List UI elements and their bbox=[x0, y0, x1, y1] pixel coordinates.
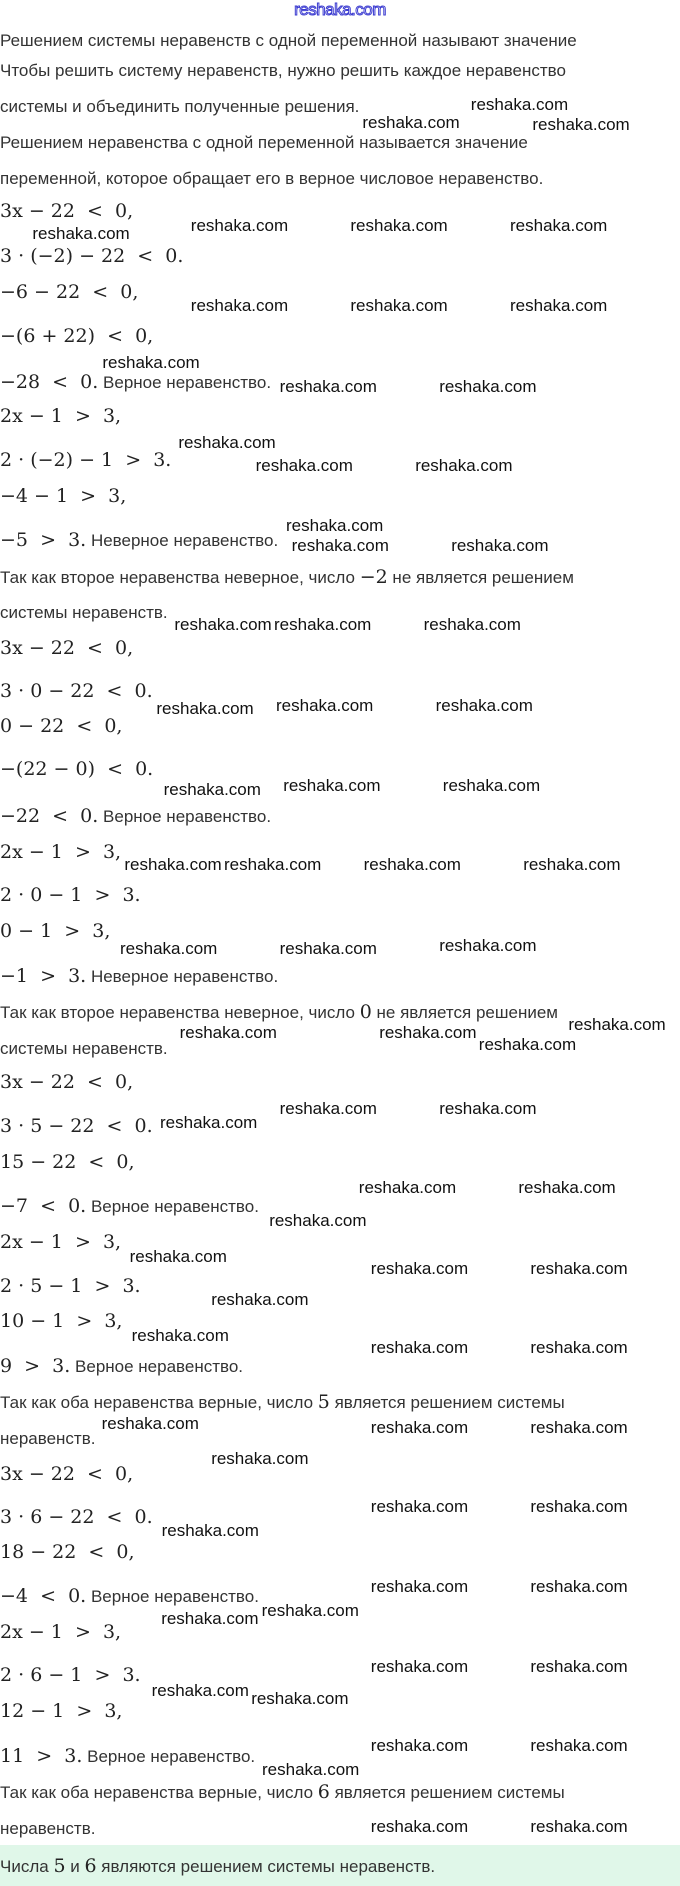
watermark: reshaka.com bbox=[101, 1413, 199, 1433]
text-segment: является решением системы bbox=[329, 1783, 565, 1802]
text-segment: системы и объединить полученные решения. bbox=[0, 97, 360, 116]
math-expression: 12 − 1 > 3, bbox=[0, 1700, 123, 1722]
math-line bbox=[0, 1540, 135, 1564]
math-line bbox=[0, 528, 278, 553]
watermark: reshaka.com bbox=[131, 1325, 229, 1345]
watermark: reshaka.com bbox=[211, 1449, 309, 1469]
watermark: reshaka.com bbox=[224, 855, 322, 875]
math-expression: −4 − 1 > 3, bbox=[0, 485, 127, 507]
watermark: reshaka.com bbox=[190, 296, 289, 316]
text-segment: Так как оба неравенства верные, число bbox=[0, 1393, 318, 1412]
watermark: reshaka.com bbox=[451, 536, 549, 556]
math-line bbox=[0, 679, 153, 703]
math-expression: 3 · 0 − 22 < 0. bbox=[0, 680, 153, 702]
watermark: reshaka.com bbox=[478, 1034, 577, 1054]
answer-box bbox=[0, 1845, 680, 1886]
text-line bbox=[0, 1390, 565, 1415]
watermark: reshaka.com bbox=[470, 95, 569, 114]
watermark: reshaka.com bbox=[442, 776, 541, 796]
text-line bbox=[0, 1780, 565, 1805]
watermark: reshaka.com bbox=[178, 433, 276, 452]
math-line bbox=[0, 883, 141, 907]
watermark: reshaka.com bbox=[279, 376, 377, 396]
text-segment: Решением системы неравенств с одной переменной называют значение bbox=[0, 31, 577, 50]
math-line bbox=[0, 448, 171, 472]
watermark: reshaka.com bbox=[160, 1113, 258, 1133]
watermark: reshaka.com bbox=[261, 1600, 359, 1620]
watermark: reshaka.com bbox=[179, 1022, 277, 1042]
text-segment: неравенств. bbox=[0, 1819, 96, 1838]
math-line bbox=[0, 280, 138, 304]
math-line bbox=[0, 1070, 133, 1094]
watermark: reshaka.com bbox=[283, 776, 381, 796]
text-segment: Решением неравенства с одной переменной называется значение bbox=[0, 133, 528, 152]
text-line bbox=[0, 1426, 95, 1451]
math-expression: 2x − 1 > 3, bbox=[0, 841, 122, 863]
watermark: reshaka.com bbox=[510, 215, 608, 235]
watermark: reshaka.com bbox=[286, 515, 384, 535]
math-line bbox=[0, 1505, 153, 1529]
text-line bbox=[0, 130, 528, 155]
math-expression: 0 − 22 < 0, bbox=[0, 715, 123, 737]
text-line bbox=[0, 1000, 558, 1025]
math-line bbox=[0, 1620, 121, 1644]
watermark: reshaka.com bbox=[276, 695, 374, 715]
text-segment: Верное неравенство. bbox=[82, 1747, 256, 1766]
math-expression: 10 − 1 > 3, bbox=[0, 1310, 123, 1332]
text-segment: Так как второе неравенства неверное, число bbox=[0, 1003, 360, 1022]
text-segment: Так как второе неравенства неверное, число bbox=[0, 568, 360, 587]
watermark: reshaka.com bbox=[530, 1418, 628, 1438]
text-segment: Верное неравенство. bbox=[86, 1587, 259, 1606]
math-line bbox=[0, 1309, 122, 1333]
watermark: reshaka.com bbox=[530, 1258, 628, 1278]
watermark: reshaka.com bbox=[211, 1289, 309, 1309]
math-expression: 11 > 3. bbox=[0, 1745, 83, 1767]
math-expression: 0 − 1 > 3, bbox=[0, 920, 111, 942]
watermark: reshaka.com bbox=[156, 699, 254, 719]
math-expression: 9 > 3. bbox=[0, 1355, 71, 1377]
math-expression: 3x − 22 < 0, bbox=[0, 1463, 134, 1485]
watermark: reshaka.com bbox=[370, 1736, 469, 1756]
watermark: reshaka.com bbox=[370, 1258, 469, 1278]
watermark: reshaka.com bbox=[262, 1760, 360, 1780]
watermark: reshaka.com bbox=[255, 455, 353, 475]
math-expression: −5 > 3. bbox=[0, 529, 87, 551]
math-expression: 2x − 1 > 3, bbox=[0, 1621, 122, 1643]
watermark: reshaka.com bbox=[274, 615, 372, 635]
math-line bbox=[0, 244, 183, 268]
watermark: reshaka.com bbox=[439, 935, 537, 955]
text-segment: Неверное неравенство. bbox=[86, 967, 279, 986]
watermark: reshaka.com bbox=[530, 1337, 628, 1357]
text-line bbox=[0, 58, 566, 83]
math-expression: 2 · 6 − 1 > 3. bbox=[0, 1664, 141, 1686]
watermark: reshaka.com bbox=[129, 1246, 227, 1266]
math-expression: 2 · (−2) − 1 > 3. bbox=[0, 449, 172, 471]
math-expression: 3 · 6 − 22 < 0. bbox=[0, 1506, 153, 1528]
math-line bbox=[0, 1194, 259, 1219]
text-line bbox=[0, 565, 574, 590]
math-line bbox=[0, 1744, 255, 1769]
math-line bbox=[0, 370, 271, 395]
watermark: reshaka.com bbox=[379, 1022, 477, 1042]
math-expression: 15 − 22 < 0, bbox=[0, 1151, 135, 1173]
watermark: reshaka.com bbox=[269, 1210, 367, 1230]
math-line bbox=[0, 636, 133, 660]
watermark: reshaka.com bbox=[518, 1178, 616, 1198]
watermark: reshaka.com bbox=[163, 779, 261, 799]
watermark: reshaka.com bbox=[358, 1178, 457, 1198]
math-expression: 3x − 22 < 0, bbox=[0, 637, 134, 659]
math-expression: 2x − 1 > 3, bbox=[0, 1231, 122, 1253]
text-line bbox=[0, 1036, 168, 1061]
math-line bbox=[0, 1354, 243, 1379]
text-segment: Неверное неравенство. bbox=[86, 531, 279, 550]
math-expression: 18 − 22 < 0, bbox=[0, 1541, 135, 1563]
math-line bbox=[0, 757, 153, 781]
watermark: reshaka.com bbox=[190, 215, 289, 235]
watermark: reshaka.com bbox=[439, 376, 537, 396]
watermark: reshaka.com bbox=[415, 455, 513, 475]
math-line bbox=[0, 1274, 141, 1298]
math-number: 5 bbox=[317, 1391, 330, 1413]
watermark: reshaka.com bbox=[370, 1337, 469, 1357]
text-segment: Верное неравенство. bbox=[98, 373, 272, 392]
watermark: reshaka.com bbox=[370, 1418, 469, 1438]
math-expression: −28 < 0. bbox=[0, 371, 99, 393]
math-line bbox=[0, 1584, 259, 1609]
text-segment: переменной, которое обращает его в верное числовое неравенство. bbox=[0, 169, 544, 188]
watermark: reshaka.com bbox=[363, 855, 461, 875]
math-expression: 3x − 22 < 0, bbox=[0, 1071, 134, 1093]
math-line bbox=[0, 919, 110, 943]
math-expression: −(6 + 22) < 0, bbox=[0, 325, 154, 347]
text-segment: не является решением bbox=[371, 1003, 558, 1022]
math-line bbox=[0, 484, 126, 508]
watermark: reshaka.com bbox=[510, 296, 608, 316]
text-segment: системы неравенств. bbox=[0, 603, 168, 622]
watermark: reshaka.com bbox=[523, 855, 621, 875]
math-number: 0 bbox=[359, 1001, 372, 1023]
math-line bbox=[0, 804, 271, 829]
math-line bbox=[0, 1150, 135, 1174]
text-line bbox=[0, 28, 577, 53]
watermark: reshaka.com bbox=[279, 1099, 377, 1118]
watermark: reshaka.com bbox=[350, 296, 448, 316]
watermark: reshaka.com bbox=[530, 1736, 628, 1756]
math-expression: −4 < 0. bbox=[0, 1585, 87, 1607]
text-segment: Чтобы решить систему неравенств, нужно решить каждое неравенство bbox=[0, 61, 566, 80]
math-line bbox=[0, 199, 133, 223]
math-line bbox=[0, 324, 153, 348]
text-segment: Верное неравенство. bbox=[86, 1197, 259, 1216]
text-line bbox=[0, 1816, 95, 1841]
math-line bbox=[0, 1663, 141, 1687]
watermark: reshaka.com bbox=[530, 1497, 628, 1517]
watermark: reshaka.com bbox=[568, 1015, 666, 1034]
text-segment: системы неравенств. bbox=[0, 1039, 168, 1058]
math-line bbox=[0, 714, 122, 738]
watermark: reshaka.com bbox=[423, 615, 521, 635]
text-line bbox=[0, 166, 543, 191]
watermark: reshaka.com bbox=[124, 855, 222, 875]
site-logo[interactable]: reshaka.com bbox=[294, 0, 386, 19]
text-segment: не является решением bbox=[387, 568, 574, 587]
text-line bbox=[0, 600, 168, 625]
text-segment: Верное неравенство. bbox=[98, 807, 272, 826]
watermark: reshaka.com bbox=[530, 1657, 628, 1676]
math-expression: 3x − 22 < 0, bbox=[0, 200, 134, 222]
math-line bbox=[0, 1114, 153, 1138]
watermark: reshaka.com bbox=[350, 215, 448, 235]
math-number: −2 bbox=[359, 566, 388, 588]
math-expression: −(22 − 0) < 0. bbox=[0, 758, 154, 780]
text-line bbox=[0, 94, 359, 119]
watermark: reshaka.com bbox=[279, 939, 377, 959]
watermark: reshaka.com bbox=[435, 695, 533, 715]
watermark: reshaka.com bbox=[532, 115, 630, 134]
text-segment: Так как оба неравенства верные, число bbox=[0, 1783, 318, 1802]
math-line bbox=[0, 404, 121, 428]
math-line bbox=[0, 1462, 133, 1486]
text-segment: неравенств. bbox=[0, 1429, 96, 1448]
math-expression: −7 < 0. bbox=[0, 1195, 87, 1217]
math-line bbox=[0, 840, 121, 864]
math-expression: 3 · 5 − 22 < 0. bbox=[0, 1115, 153, 1137]
math-expression: 2x − 1 > 3, bbox=[0, 405, 122, 427]
math-expression: −1 > 3. bbox=[0, 965, 87, 987]
math-expression: −22 < 0. bbox=[0, 805, 99, 827]
answer-text: Числа 5 и 6 являются решением системы неравенств. bbox=[0, 1855, 436, 1877]
math-expression: 3 · (−2) − 22 < 0. bbox=[0, 245, 184, 267]
watermark: reshaka.com bbox=[370, 1657, 469, 1676]
watermark: reshaka.com bbox=[251, 1689, 349, 1709]
watermark: reshaka.com bbox=[370, 1576, 469, 1596]
watermark: reshaka.com bbox=[174, 615, 272, 635]
watermark: reshaka.com bbox=[161, 1521, 259, 1541]
math-line bbox=[0, 964, 278, 989]
watermark: reshaka.com bbox=[32, 224, 130, 244]
watermark: reshaka.com bbox=[370, 1816, 469, 1836]
math-expression: −6 − 22 < 0, bbox=[0, 281, 139, 303]
math-number: 6 bbox=[317, 1781, 330, 1803]
text-segment: Верное неравенство. bbox=[70, 1357, 244, 1376]
watermark: reshaka.com bbox=[362, 113, 460, 132]
watermark: reshaka.com bbox=[439, 1099, 537, 1118]
watermark: reshaka.com bbox=[120, 939, 218, 959]
watermark: reshaka.com bbox=[370, 1497, 469, 1517]
watermark: reshaka.com bbox=[151, 1681, 249, 1700]
watermark: reshaka.com bbox=[102, 352, 200, 372]
watermark: reshaka.com bbox=[530, 1576, 628, 1596]
math-expression: 2 · 0 − 1 > 3. bbox=[0, 884, 141, 906]
watermark: reshaka.com bbox=[291, 536, 389, 556]
watermark: reshaka.com bbox=[161, 1609, 259, 1628]
math-expression: 2 · 5 − 1 > 3. bbox=[0, 1275, 141, 1297]
text-segment: является решением системы bbox=[329, 1393, 565, 1412]
math-line bbox=[0, 1699, 122, 1723]
watermark: reshaka.com bbox=[530, 1816, 628, 1836]
math-line bbox=[0, 1230, 121, 1254]
